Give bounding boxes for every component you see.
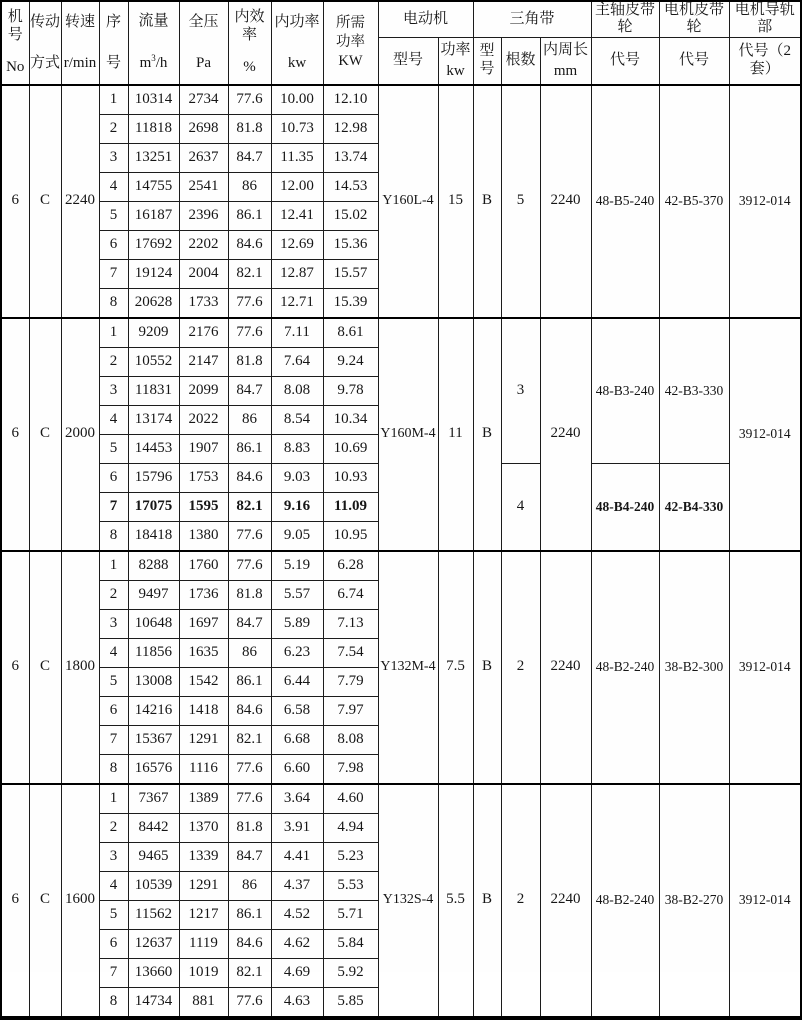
cell-efficiency: 86	[228, 871, 271, 900]
cell-efficiency: 77.6	[228, 85, 271, 115]
header-drive-type: 传动 方式	[29, 1, 61, 85]
cell-pressure: 1760	[179, 551, 228, 581]
cell-flow: 14755	[128, 172, 179, 201]
cell-machine-no: 6	[1, 318, 29, 551]
cell-belt-length: 2240	[540, 551, 591, 784]
cell-pressure: 2396	[179, 201, 228, 230]
cell-pressure: 1389	[179, 784, 228, 814]
cell-flow: 17075	[128, 492, 179, 521]
cell-pressure: 2734	[179, 85, 228, 115]
header-flow: 流量 $m^3/h$	[128, 1, 179, 85]
header-belt-model: 型号	[473, 37, 501, 85]
cell-machine-no: 6	[1, 551, 29, 784]
cell-efficiency: 86	[228, 172, 271, 201]
cell-efficiency: 86.1	[228, 434, 271, 463]
cell-internal-power: 10.00	[271, 85, 323, 115]
header-group-belt: 三角带	[473, 1, 591, 37]
cell-seq: 4	[99, 871, 128, 900]
cell-seq: 2	[99, 114, 128, 143]
cell-motor-pulley-code: 38-B2-270	[659, 784, 729, 1018]
cell-internal-power: 3.64	[271, 784, 323, 814]
cell-seq: 7	[99, 958, 128, 987]
cell-flow: 9497	[128, 580, 179, 609]
cell-seq: 8	[99, 288, 128, 318]
cell-seq: 3	[99, 143, 128, 172]
cell-internal-power: 4.63	[271, 987, 323, 1018]
cell-internal-power: 6.68	[271, 725, 323, 754]
cell-efficiency: 77.6	[228, 288, 271, 318]
cell-efficiency: 77.6	[228, 987, 271, 1018]
cell-pressure: 2202	[179, 230, 228, 259]
cell-pressure: 1736	[179, 580, 228, 609]
cell-flow: 10539	[128, 871, 179, 900]
cell-machine-no: 6	[1, 784, 29, 1018]
header-row-groups	[1, 1, 801, 37]
cell-motor-pulley-code: 42-B3-330	[659, 318, 729, 464]
cell-flow: 14453	[128, 434, 179, 463]
cell-seq: 2	[99, 813, 128, 842]
header-group-motor-pulley: 电机皮带轮	[659, 1, 729, 37]
cell-internal-power: 5.57	[271, 580, 323, 609]
cell-seq: 1	[99, 551, 128, 581]
cell-efficiency: 86	[228, 638, 271, 667]
cell-pressure: 2004	[179, 259, 228, 288]
cell-pressure: 1291	[179, 871, 228, 900]
cell-pressure: 1370	[179, 813, 228, 842]
cell-rail-code: 3912-014	[729, 551, 801, 784]
cell-motor-power: 11	[438, 318, 473, 551]
spec-table-body	[1, 85, 801, 1018]
header-internal-power: 内功率 kw	[271, 1, 323, 85]
cell-pressure: 1753	[179, 463, 228, 492]
cell-internal-power: 4.62	[271, 929, 323, 958]
cell-required-power: 10.95	[323, 521, 378, 551]
cell-required-power: 12.10	[323, 85, 378, 115]
cell-required-power: 6.74	[323, 580, 378, 609]
header-machine-no: 机号 No	[1, 1, 29, 85]
cell-belt-model: B	[473, 85, 501, 318]
cell-required-power: 10.34	[323, 405, 378, 434]
cell-internal-power: 4.52	[271, 900, 323, 929]
cell-pressure: 2099	[179, 376, 228, 405]
cell-internal-power: 7.11	[271, 318, 323, 348]
header-motor-model: 型号	[378, 37, 438, 85]
cell-required-power: 15.39	[323, 288, 378, 318]
cell-belt-model: B	[473, 784, 501, 1018]
cell-required-power: 4.60	[323, 784, 378, 814]
cell-seq: 4	[99, 405, 128, 434]
cell-flow: 13008	[128, 667, 179, 696]
cell-flow: 19124	[128, 259, 179, 288]
cell-belt-model: B	[473, 318, 501, 551]
cell-required-power: 15.57	[323, 259, 378, 288]
cell-flow: 14216	[128, 696, 179, 725]
cell-motor-model: Y160M-4	[378, 318, 438, 551]
cell-internal-power: 6.44	[271, 667, 323, 696]
cell-belt-model: B	[473, 551, 501, 784]
cell-flow: 15367	[128, 725, 179, 754]
cell-required-power: 11.09	[323, 492, 378, 521]
cell-flow: 8442	[128, 813, 179, 842]
cell-seq: 1	[99, 85, 128, 115]
cell-required-power: 5.84	[323, 929, 378, 958]
cell-pressure: 1217	[179, 900, 228, 929]
header-efficiency: 内效率 %	[228, 1, 271, 85]
cell-motor-pulley-code: 38-B2-300	[659, 551, 729, 784]
cell-required-power: 8.61	[323, 318, 378, 348]
cell-efficiency: 84.6	[228, 230, 271, 259]
cell-efficiency: 82.1	[228, 725, 271, 754]
cell-pressure: 2698	[179, 114, 228, 143]
cell-seq: 1	[99, 318, 128, 348]
cell-flow: 10648	[128, 609, 179, 638]
cell-efficiency: 84.7	[228, 376, 271, 405]
cell-flow: 10314	[128, 85, 179, 115]
cell-internal-power: 6.60	[271, 754, 323, 784]
table-row	[1, 551, 801, 581]
cell-motor-pulley-code: 42-B4-330	[659, 463, 729, 551]
cell-seq: 2	[99, 347, 128, 376]
header-pressure: 全压 Pa	[179, 1, 228, 85]
cell-belt-count: 4	[501, 463, 540, 551]
cell-pressure: 1019	[179, 958, 228, 987]
cell-required-power: 6.28	[323, 551, 378, 581]
cell-internal-power: 5.19	[271, 551, 323, 581]
cell-seq: 1	[99, 784, 128, 814]
header-main-pulley-code: 代号	[591, 37, 659, 85]
header-group-main-pulley: 主轴皮带轮	[591, 1, 659, 37]
cell-flow: 7367	[128, 784, 179, 814]
cell-pressure: 2147	[179, 347, 228, 376]
cell-required-power: 15.36	[323, 230, 378, 259]
cell-rail-code: 3912-014	[729, 318, 801, 551]
cell-required-power: 5.85	[323, 987, 378, 1018]
cell-required-power: 5.71	[323, 900, 378, 929]
cell-internal-power: 12.00	[271, 172, 323, 201]
cell-pressure: 1733	[179, 288, 228, 318]
cell-seq: 4	[99, 638, 128, 667]
cell-speed: 1800	[61, 551, 99, 784]
cell-pressure: 1119	[179, 929, 228, 958]
cell-efficiency: 84.6	[228, 929, 271, 958]
cell-belt-count: 2	[501, 551, 540, 784]
cell-flow: 15796	[128, 463, 179, 492]
cell-main-pulley-code: 48-B2-240	[591, 784, 659, 1018]
cell-flow: 13660	[128, 958, 179, 987]
cell-internal-power: 7.64	[271, 347, 323, 376]
cell-seq: 6	[99, 230, 128, 259]
cell-internal-power: 9.16	[271, 492, 323, 521]
cell-seq: 5	[99, 201, 128, 230]
cell-flow: 14734	[128, 987, 179, 1018]
cell-pressure: 2022	[179, 405, 228, 434]
cell-seq: 4	[99, 172, 128, 201]
cell-speed: 2000	[61, 318, 99, 551]
cell-drive-type: C	[29, 784, 61, 1018]
cell-efficiency: 86.1	[228, 900, 271, 929]
cell-efficiency: 81.8	[228, 813, 271, 842]
cell-seq: 7	[99, 492, 128, 521]
cell-internal-power: 12.69	[271, 230, 323, 259]
cell-seq: 7	[99, 259, 128, 288]
flow-unit: $m^3/h$	[139, 53, 168, 71]
cell-internal-power: 9.03	[271, 463, 323, 492]
cell-efficiency: 77.6	[228, 521, 271, 551]
cell-internal-power: 4.69	[271, 958, 323, 987]
cell-efficiency: 81.8	[228, 347, 271, 376]
header-belt-length: 内周长 mm	[540, 37, 591, 85]
cell-belt-count: 5	[501, 85, 540, 318]
cell-motor-pulley-code: 42-B5-370	[659, 85, 729, 318]
cell-efficiency: 84.7	[228, 143, 271, 172]
cell-flow: 13174	[128, 405, 179, 434]
cell-efficiency: 77.6	[228, 318, 271, 348]
cell-required-power: 5.23	[323, 842, 378, 871]
cell-efficiency: 82.1	[228, 958, 271, 987]
cell-required-power: 5.53	[323, 871, 378, 900]
cell-pressure: 1542	[179, 667, 228, 696]
cell-flow: 13251	[128, 143, 179, 172]
cell-flow: 10552	[128, 347, 179, 376]
cell-efficiency: 84.6	[228, 463, 271, 492]
cell-required-power: 9.78	[323, 376, 378, 405]
cell-flow: 16576	[128, 754, 179, 784]
cell-internal-power: 9.05	[271, 521, 323, 551]
cell-seq: 3	[99, 609, 128, 638]
cell-flow: 11818	[128, 114, 179, 143]
cell-pressure: 2541	[179, 172, 228, 201]
cell-efficiency: 86.1	[228, 201, 271, 230]
cell-seq: 5	[99, 900, 128, 929]
cell-internal-power: 12.87	[271, 259, 323, 288]
cell-motor-model: Y132M-4	[378, 551, 438, 784]
cell-belt-count: 2	[501, 784, 540, 1018]
cell-efficiency: 77.6	[228, 784, 271, 814]
cell-efficiency: 77.6	[228, 754, 271, 784]
cell-flow: 11856	[128, 638, 179, 667]
header-required-power: 所需 功率 KW	[323, 1, 378, 85]
cell-main-pulley-code: 48-B5-240	[591, 85, 659, 318]
cell-motor-power: 7.5	[438, 551, 473, 784]
cell-internal-power: 12.41	[271, 201, 323, 230]
cell-internal-power: 4.37	[271, 871, 323, 900]
header-speed: 转速 r/min	[61, 1, 99, 85]
cell-efficiency: 81.8	[228, 114, 271, 143]
header-seq: 序 号	[99, 1, 128, 85]
cell-efficiency: 86.1	[228, 667, 271, 696]
cell-main-pulley-code: 48-B4-240	[591, 463, 659, 551]
cell-motor-model: Y132S-4	[378, 784, 438, 1018]
cell-speed: 1600	[61, 784, 99, 1018]
cell-pressure: 2176	[179, 318, 228, 348]
cell-internal-power: 8.54	[271, 405, 323, 434]
cell-drive-type: C	[29, 551, 61, 784]
cell-pressure: 1116	[179, 754, 228, 784]
header-motor-pulley-code: 代号	[659, 37, 729, 85]
table-row	[1, 318, 801, 348]
cell-internal-power: 8.08	[271, 376, 323, 405]
cell-flow: 11562	[128, 900, 179, 929]
cell-pressure: 1380	[179, 521, 228, 551]
cell-seq: 2	[99, 580, 128, 609]
cell-rail-code: 3912-014	[729, 784, 801, 1018]
header-motor-power: 功率 kw	[438, 37, 473, 85]
cell-flow: 12637	[128, 929, 179, 958]
header-group-motor: 电动机	[378, 1, 473, 37]
cell-main-pulley-code: 48-B3-240	[591, 318, 659, 464]
cell-belt-length: 2240	[540, 85, 591, 318]
cell-required-power: 7.13	[323, 609, 378, 638]
cell-machine-no: 6	[1, 85, 29, 318]
cell-speed: 2240	[61, 85, 99, 318]
cell-required-power: 5.92	[323, 958, 378, 987]
cell-required-power: 10.69	[323, 434, 378, 463]
cell-required-power: 14.53	[323, 172, 378, 201]
cell-internal-power: 12.71	[271, 288, 323, 318]
cell-flow: 16187	[128, 201, 179, 230]
cell-flow: 20628	[128, 288, 179, 318]
cell-required-power: 4.94	[323, 813, 378, 842]
cell-motor-power: 5.5	[438, 784, 473, 1018]
cell-required-power: 12.98	[323, 114, 378, 143]
cell-required-power: 7.97	[323, 696, 378, 725]
cell-required-power: 15.02	[323, 201, 378, 230]
cell-drive-type: C	[29, 318, 61, 551]
cell-seq: 8	[99, 754, 128, 784]
cell-pressure: 1418	[179, 696, 228, 725]
cell-motor-model: Y160L-4	[378, 85, 438, 318]
cell-belt-count: 3	[501, 318, 540, 464]
cell-pressure: 881	[179, 987, 228, 1018]
cell-seq: 7	[99, 725, 128, 754]
cell-required-power: 7.54	[323, 638, 378, 667]
cell-seq: 3	[99, 842, 128, 871]
cell-flow: 17692	[128, 230, 179, 259]
cell-pressure: 1291	[179, 725, 228, 754]
cell-flow: 8288	[128, 551, 179, 581]
cell-efficiency: 82.1	[228, 492, 271, 521]
cell-internal-power: 8.83	[271, 434, 323, 463]
table-row	[1, 784, 801, 814]
cell-required-power: 8.08	[323, 725, 378, 754]
cell-belt-length: 2240	[540, 318, 591, 551]
header-group-rail: 电机导轨部	[729, 1, 801, 37]
cell-pressure: 1697	[179, 609, 228, 638]
cell-pressure: 1907	[179, 434, 228, 463]
cell-required-power: 7.79	[323, 667, 378, 696]
cell-pressure: 1635	[179, 638, 228, 667]
cell-flow: 18418	[128, 521, 179, 551]
cell-rail-code: 3912-014	[729, 85, 801, 318]
cell-internal-power: 5.89	[271, 609, 323, 638]
cell-internal-power: 11.35	[271, 143, 323, 172]
cell-required-power: 7.98	[323, 754, 378, 784]
cell-required-power: 13.74	[323, 143, 378, 172]
cell-belt-length: 2240	[540, 784, 591, 1018]
cell-seq: 6	[99, 929, 128, 958]
cell-efficiency: 84.7	[228, 842, 271, 871]
cell-efficiency: 86	[228, 405, 271, 434]
cell-drive-type: C	[29, 85, 61, 318]
header-rail-code: 代号（2套）	[729, 37, 801, 85]
cell-required-power: 9.24	[323, 347, 378, 376]
cell-pressure: 1595	[179, 492, 228, 521]
cell-pressure: 2637	[179, 143, 228, 172]
cell-pressure: 1339	[179, 842, 228, 871]
cell-required-power: 10.93	[323, 463, 378, 492]
cell-efficiency: 84.6	[228, 696, 271, 725]
cell-internal-power: 4.41	[271, 842, 323, 871]
cell-flow: 9209	[128, 318, 179, 348]
cell-flow: 9465	[128, 842, 179, 871]
cell-efficiency: 84.7	[228, 609, 271, 638]
cell-internal-power: 3.91	[271, 813, 323, 842]
cell-efficiency: 82.1	[228, 259, 271, 288]
table-row	[1, 85, 801, 115]
cell-efficiency: 81.8	[228, 580, 271, 609]
cell-seq: 8	[99, 987, 128, 1018]
cell-internal-power: 10.73	[271, 114, 323, 143]
cell-seq: 6	[99, 463, 128, 492]
cell-flow: 11831	[128, 376, 179, 405]
cell-internal-power: 6.23	[271, 638, 323, 667]
cell-main-pulley-code: 48-B2-240	[591, 551, 659, 784]
cell-seq: 6	[99, 696, 128, 725]
cell-seq: 8	[99, 521, 128, 551]
cell-internal-power: 6.58	[271, 696, 323, 725]
cell-seq: 5	[99, 434, 128, 463]
cell-seq: 5	[99, 667, 128, 696]
cell-efficiency: 77.6	[228, 551, 271, 581]
cell-motor-power: 15	[438, 85, 473, 318]
header-belt-count: 根数	[501, 37, 540, 85]
cell-seq: 3	[99, 376, 128, 405]
